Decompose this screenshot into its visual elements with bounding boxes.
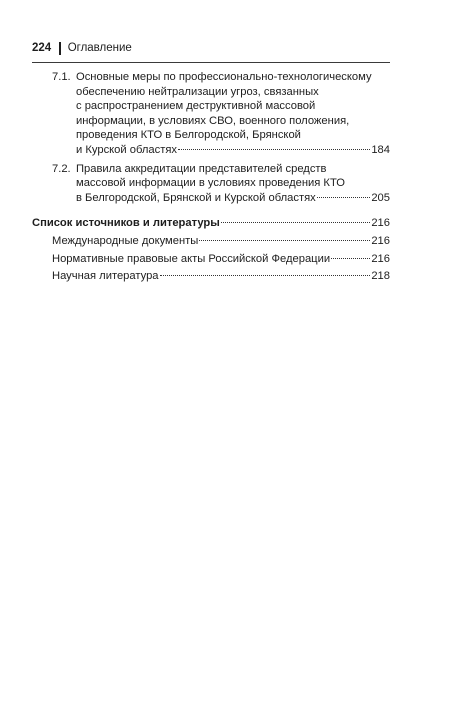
toc-entry-line: обеспечению нейтрализации угроз, связанных	[76, 85, 319, 98]
toc-entry-line: проведения КТО в Белгородской, Брянской	[76, 129, 301, 142]
leader-dots	[221, 222, 371, 223]
toc-entry-title: Научная литература	[52, 270, 159, 283]
toc-page-number: 216	[371, 217, 390, 230]
toc-entry-title: Нормативные правовые акты Российской Федерации	[52, 252, 331, 265]
toc-entry-line: и Курской областях	[76, 143, 178, 156]
toc-entry-title	[76, 162, 390, 206]
toc-entry-number: 7.1.	[52, 71, 71, 83]
toc-entry-7-1[interactable]	[52, 70, 390, 158]
toc-entry-number: 7.2.	[52, 162, 71, 175]
leader-dots	[178, 149, 370, 150]
table-of-contents	[32, 70, 390, 284]
toc-page-number: 218	[371, 270, 390, 283]
toc-entry-line: информации, в условиях СВО, военного положения,	[76, 114, 350, 127]
toc-page-number: 184	[371, 143, 390, 156]
toc-page-number: 205	[371, 191, 390, 204]
toc-entry-line: с распространением деструктивной массовой	[76, 100, 316, 113]
toc-entry-line: Основные меры по профессионально-технологическому	[76, 71, 372, 83]
toc-entry-7-2[interactable]	[52, 162, 390, 206]
toc-entry-last-line	[76, 143, 390, 158]
page-number: 224	[32, 42, 52, 54]
leader-dots	[199, 240, 370, 241]
toc-entry-line: в Белгородской, Брянской и Курской областях	[76, 191, 316, 204]
toc-entry-title	[76, 70, 390, 158]
toc-entry-normative-acts[interactable]	[52, 252, 390, 267]
section-title: Оглавление	[67, 42, 132, 54]
toc-entry-scientific-literature[interactable]	[52, 269, 390, 284]
toc-page-number: 216	[371, 234, 390, 247]
toc-entry-line: массовой информации в условиях проведения КТО	[76, 177, 345, 190]
toc-entry-international-documents[interactable]	[52, 234, 390, 249]
toc-entry-last-line	[76, 191, 390, 206]
running-header	[32, 39, 390, 57]
leader-dots	[331, 258, 370, 259]
leader-dots	[160, 275, 371, 276]
toc-entry-sources[interactable]	[32, 216, 390, 231]
leader-dots	[317, 197, 371, 198]
header-rule	[32, 62, 390, 63]
toc-entry-line: Правила аккредитации представителей средств	[76, 162, 327, 175]
toc-section-title: Список источников и литературы	[32, 217, 220, 230]
header-separator	[59, 42, 61, 55]
toc-entry-title: Международные документы	[52, 234, 199, 247]
toc-page-number: 216	[371, 252, 390, 265]
